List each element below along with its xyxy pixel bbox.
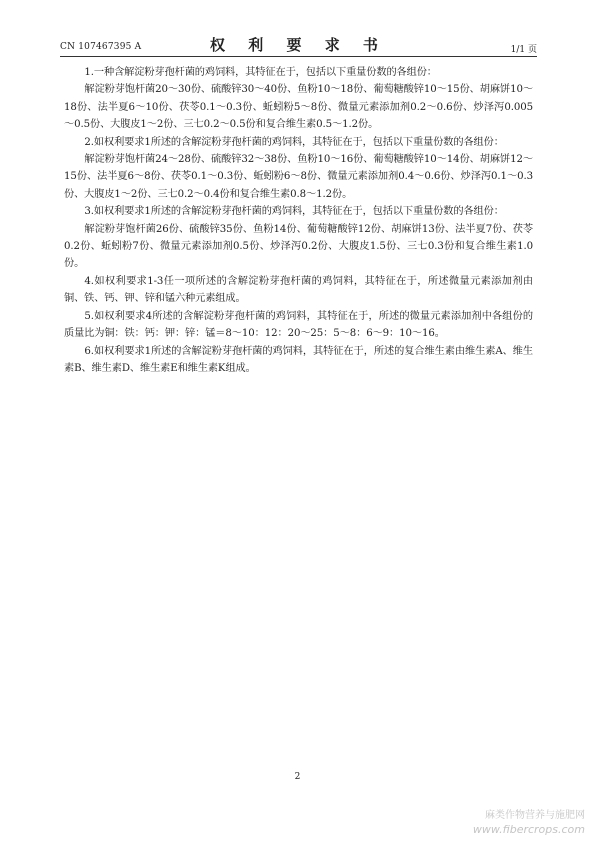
claim-6: 6.如权利要求1所述的含解淀粉芽孢杆菌的鸡饲料，其特征在于，所述的复合维生素由维生素A、维生素B、维生素D、维生素E和维生素K组成。	[64, 345, 533, 374]
claim-2-intro: 2.如权利要求1所述的含解淀粉芽孢杆菌的鸡饲料，其特征在于，包括以下重量份数的各组份：	[84, 136, 504, 148]
claim-3-intro: 3.如权利要求1所述的含解淀粉芽孢杆菌的鸡饲料，其特征在于，包括以下重量份数的各组份：	[84, 206, 504, 218]
claim-2-body: 解淀粉芽饱杆菌24～28份、硫酸锌32～38份、鱼粉10～16份、葡萄糖酸锌10～14份、胡麻饼12～15份、法半夏6～8份、茯苓0.1～0.3份、蚯蚓粉6～8份、微量元素添加剂0.4～0.6份、炒泽泻0.1～0.3份、大腹皮1～2份、三七0.2～0.4份和复合维生素0.8～1.2份。	[64, 154, 533, 200]
claim-5: 5.如权利要求4所述的含解淀粉芽孢杆菌的鸡饲料，其特征在于，所述的微量元素添加剂中各组份的质量比为铜：铁：钙：钾：锌：锰＝8～10：12：20～25：5～8：6～9：10～16。	[64, 310, 533, 340]
document-title: 权 利 要 求 书	[210, 36, 387, 54]
page-number: 2	[294, 772, 301, 782]
claim-1-intro: 1.一种含解淀粉芽孢杆菌的鸡饲料，其特征在于，包括以下重量份数的各组份：	[84, 67, 437, 78]
claims-body	[64, 64, 533, 377]
watermark-url: www.fibercrops.com	[472, 823, 585, 836]
claim-1-body: 解淀粉芽饱杆菌20～30份、硫酸锌30～40份、鱼粉10～18份、葡萄糖酸锌10～15份、胡麻饼10～18份、法半夏6～10份、茯苓0.1～0.3份、蚯蚓粉5～8份、微量元素添加剂0.2～0.6份、炒泽泻0.005～0.5份、大腹皮1～2份、三七0.2～0.5份和复合维生素0.5～1.2份。	[64, 84, 533, 131]
page-info: 1/1 页	[510, 45, 537, 55]
publication-number: CN 107467395 A	[60, 42, 142, 52]
watermark-site-name: 麻类作物营养与施肥网	[485, 810, 585, 821]
watermark	[473, 809, 585, 837]
claim-4: 4.如权利要求1-3任一项所述的含解淀粉芽孢杆菌的鸡饲料，其特征在于，所述微量元素添加剂由铜、铁、钙、钾、锌和锰六种元素组成。	[64, 275, 533, 305]
document-header	[60, 34, 537, 56]
header-rule	[60, 56, 537, 57]
claim-3-body: 解淀粉芽饱杆菌26份、硫酸锌35份、鱼粉14份、葡萄糖酸锌12份、胡麻饼13份、法半夏7份、茯苓0.2份、蚯蚓粉7份、微量元素添加剂0.5份、炒泽泻0.2份、大腹皮1.5份、三七0.3份和复合维生素1.0份。	[64, 223, 533, 270]
